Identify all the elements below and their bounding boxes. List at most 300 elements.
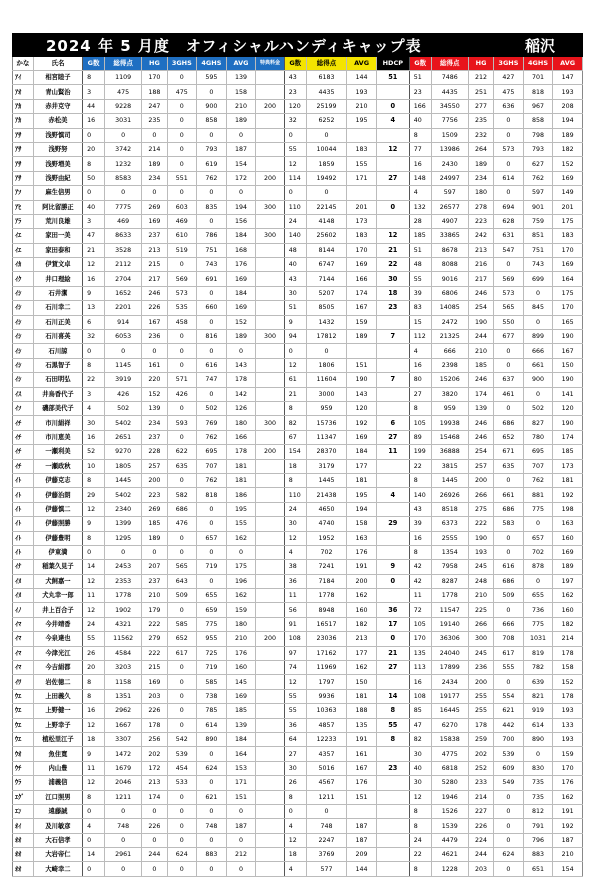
cell-recent-total: 5207: [306, 286, 347, 300]
cell-month-3ghs: 635: [167, 459, 197, 473]
cell-kana: ｲﾄ: [13, 531, 34, 545]
cell-recent-avg: 159: [347, 315, 377, 329]
cell-month-3ghs: 0: [167, 661, 197, 675]
cell-month-avg: 143: [226, 358, 256, 372]
cell-month-4ghs: 0: [197, 574, 227, 588]
cell-year-games: 105: [409, 416, 431, 430]
cell-year-total: 9016: [431, 272, 468, 286]
cell-bonus-fee: 200: [256, 99, 285, 113]
cell-name: 赤松美: [33, 114, 82, 128]
cell-name: 家田泰和: [33, 243, 82, 257]
cell-recent-avg: 143: [347, 387, 377, 401]
cell-month-avg: 187: [226, 819, 256, 833]
cell-year-total: 13986: [431, 142, 468, 156]
cell-month-4ghs: 707: [197, 459, 227, 473]
cell-month-games: 8: [83, 157, 105, 171]
cell-year-total: 7958: [431, 560, 468, 574]
cell-kana: ｲｿ: [13, 401, 34, 415]
cell-month-4ghs: 0: [197, 286, 227, 300]
cell-month-hg: 189: [142, 531, 167, 545]
cell-hdcp: [376, 459, 409, 473]
cell-month-3ghs: 571: [167, 373, 197, 387]
cell-year-avg: 170: [553, 301, 583, 315]
cell-kana: ｲﾁ: [13, 416, 34, 430]
cell-month-3ghs: 0: [167, 545, 197, 559]
cell-year-3ghs: 0: [494, 157, 524, 171]
cell-month-4ghs: 595: [197, 71, 227, 85]
cell-year-3ghs: 0: [494, 833, 524, 847]
cell-month-avg: 154: [226, 157, 256, 171]
cell-month-hg: 226: [142, 301, 167, 315]
table-row: [13, 603, 583, 617]
header-recent-total: 総得点: [306, 57, 347, 71]
cell-month-3ghs: 0: [167, 862, 197, 876]
cell-month-games: 9: [83, 517, 105, 531]
cell-recent-games: 4: [284, 545, 306, 559]
cell-recent-avg: 209: [347, 848, 377, 862]
cell-year-avg: 169: [553, 258, 583, 272]
cell-month-avg: 184: [226, 229, 256, 243]
cell-year-hg: 214: [468, 790, 493, 804]
cell-month-games: 8: [83, 531, 105, 545]
cell-month-3ghs: 0: [167, 689, 197, 703]
table-row: [13, 661, 583, 675]
cell-bonus-fee: [256, 646, 285, 660]
cell-recent-avg: 176: [347, 776, 377, 790]
cell-bonus-fee: [256, 718, 285, 732]
cell-month-avg: 184: [226, 286, 256, 300]
cell-month-3ghs: 569: [167, 272, 197, 286]
table-row: [13, 473, 583, 487]
cell-month-hg: 0: [142, 344, 167, 358]
cell-month-3ghs: 593: [167, 416, 197, 430]
cell-month-total: 1211: [105, 790, 142, 804]
cell-month-4ghs: 624: [197, 761, 227, 775]
cell-month-3ghs: 686: [167, 502, 197, 516]
cell-kana: ｲｼ: [13, 315, 34, 329]
cell-month-games: 29: [83, 488, 105, 502]
cell-month-avg: 126: [226, 401, 256, 415]
cell-name: 植松里江子: [33, 732, 82, 746]
cell-year-4ghs: 780: [523, 430, 553, 444]
cell-year-total: 4907: [431, 214, 468, 228]
cell-year-hg: 190: [468, 531, 493, 545]
header-year-avg: AVG: [553, 57, 583, 71]
cell-hdcp: 27: [376, 661, 409, 675]
cell-year-hg: 185: [468, 358, 493, 372]
cell-month-4ghs: 0: [197, 545, 227, 559]
cell-month-avg: 172: [226, 171, 256, 185]
cell-month-hg: 226: [142, 704, 167, 718]
cell-recent-total: 4357: [306, 747, 347, 761]
table-row: [13, 157, 583, 171]
cell-recent-avg: 144: [347, 71, 377, 85]
cell-month-hg: 215: [142, 258, 167, 272]
cell-month-hg: 237: [142, 574, 167, 588]
table-row: [13, 401, 583, 415]
cell-month-hg: 0: [142, 186, 167, 200]
cell-month-hg: 0: [142, 833, 167, 847]
cell-month-total: 1667: [105, 718, 142, 732]
cell-year-hg: 200: [468, 675, 493, 689]
cell-month-3ghs: 624: [167, 848, 197, 862]
cell-year-hg: 242: [468, 229, 493, 243]
cell-month-avg: 169: [226, 272, 256, 286]
cell-hdcp: [376, 387, 409, 401]
cell-month-3ghs: 0: [167, 157, 197, 171]
cell-year-4ghs: 666: [523, 344, 553, 358]
cell-year-total: 19177: [431, 689, 468, 703]
cell-year-3ghs: 694: [494, 200, 524, 214]
cell-month-avg: 168: [226, 243, 256, 257]
cell-hdcp: 12: [376, 229, 409, 243]
cell-month-4ghs: 762: [197, 430, 227, 444]
cell-year-avg: 162: [553, 589, 583, 603]
title-banner: [12, 33, 583, 57]
cell-month-4ghs: 748: [197, 819, 227, 833]
cell-name: 上野幸子: [33, 718, 82, 732]
cell-month-avg: 189: [226, 114, 256, 128]
cell-year-avg: 182: [553, 617, 583, 631]
cell-year-hg: 266: [468, 617, 493, 631]
cell-recent-avg: [347, 344, 377, 358]
cell-year-total: 6373: [431, 517, 468, 531]
cell-month-avg: 162: [226, 589, 256, 603]
cell-recent-avg: 195: [347, 114, 377, 128]
cell-name: 浅野由紀: [33, 171, 82, 185]
cell-name: 魚住寛: [33, 747, 82, 761]
cell-year-games: 82: [409, 732, 431, 746]
cell-year-avg: 152: [553, 675, 583, 689]
cell-month-avg: 158: [226, 85, 256, 99]
cell-name: 及川敏彦: [33, 819, 82, 833]
cell-name: 市川絹祥: [33, 416, 82, 430]
cell-name: 今泉達也: [33, 632, 82, 646]
cell-year-3ghs: 0: [494, 804, 524, 818]
cell-bonus-fee: [256, 790, 285, 804]
cell-hdcp: [376, 214, 409, 228]
cell-year-games: 43: [409, 502, 431, 516]
cell-name: 石川正美: [33, 315, 82, 329]
cell-month-avg: 155: [226, 517, 256, 531]
cell-month-total: 8583: [105, 171, 142, 185]
table-row: [13, 574, 583, 588]
cell-year-3ghs: 661: [494, 488, 524, 502]
cell-recent-games: 32: [284, 114, 306, 128]
cell-recent-games: 9: [284, 315, 306, 329]
cell-month-4ghs: 0: [197, 387, 227, 401]
cell-month-avg: 159: [226, 603, 256, 617]
cell-kana: ｲｽ: [13, 387, 34, 401]
cell-month-total: 2353: [105, 574, 142, 588]
cell-month-hg: 214: [142, 142, 167, 156]
cell-month-4ghs: 775: [197, 617, 227, 631]
cell-kana: ｲﾄ: [13, 517, 34, 531]
cell-hdcp: 22: [376, 258, 409, 272]
cell-year-games: 55: [409, 272, 431, 286]
cell-month-games: 30: [83, 416, 105, 430]
cell-month-games: 21: [83, 243, 105, 257]
cell-bonus-fee: [256, 430, 285, 444]
cell-year-total: 36306: [431, 632, 468, 646]
header-bonus-fee: 特典料金: [256, 57, 285, 71]
cell-month-hg: 237: [142, 430, 167, 444]
cell-name: 江口照男: [33, 790, 82, 804]
cell-month-3ghs: 469: [167, 214, 197, 228]
cell-year-hg: 217: [468, 272, 493, 286]
cell-year-4ghs: 0: [523, 517, 553, 531]
cell-month-4ghs: 769: [197, 416, 227, 430]
cell-month-total: 0: [105, 545, 142, 559]
cell-year-hg: 210: [468, 344, 493, 358]
cell-year-4ghs: 827: [523, 416, 553, 430]
cell-kana: ｵｵ: [13, 862, 34, 876]
cell-bonus-fee: [256, 776, 285, 790]
cell-year-games: 113: [409, 661, 431, 675]
cell-hdcp: [376, 401, 409, 415]
cell-year-hg: 257: [468, 459, 493, 473]
cell-hdcp: [376, 545, 409, 559]
cell-month-hg: 269: [142, 200, 167, 214]
cell-month-3ghs: 0: [167, 142, 197, 156]
cell-month-hg: 256: [142, 732, 167, 746]
cell-year-hg: 193: [468, 545, 493, 559]
cell-year-games: 16: [409, 358, 431, 372]
cell-year-avg: 183: [553, 229, 583, 243]
cell-month-4ghs: 502: [197, 401, 227, 415]
cell-month-4ghs: 614: [197, 718, 227, 732]
cell-bonus-fee: [256, 301, 285, 315]
cell-name: 磯部美代子: [33, 401, 82, 415]
header-year-total: 総得点: [431, 57, 468, 71]
cell-month-total: 1295: [105, 531, 142, 545]
cell-year-games: 16: [409, 675, 431, 689]
cell-year-total: 1539: [431, 819, 468, 833]
cell-year-games: 47: [409, 718, 431, 732]
cell-hdcp: [376, 85, 409, 99]
cell-year-total: 666: [431, 344, 468, 358]
cell-year-total: 26926: [431, 488, 468, 502]
cell-month-total: 1158: [105, 675, 142, 689]
cell-year-3ghs: 583: [494, 517, 524, 531]
cell-year-3ghs: 461: [494, 387, 524, 401]
cell-year-avg: 178: [553, 646, 583, 660]
cell-year-hg: 189: [468, 157, 493, 171]
cell-year-3ghs: 554: [494, 689, 524, 703]
cell-year-avg: 149: [553, 186, 583, 200]
cell-year-games: 15: [409, 315, 431, 329]
cell-month-games: 16: [83, 430, 105, 444]
table-row: [13, 804, 583, 818]
cell-month-4ghs: 0: [197, 344, 227, 358]
cell-month-games: 22: [83, 373, 105, 387]
table-row: [13, 517, 583, 531]
cell-month-total: 0: [105, 862, 142, 876]
cell-year-games: 8: [409, 804, 431, 818]
cell-name: 犬飼嘉一: [33, 574, 82, 588]
cell-year-hg: 225: [468, 603, 493, 617]
cell-month-games: 12: [83, 502, 105, 516]
cell-year-avg: 190: [553, 373, 583, 387]
cell-year-hg: 234: [468, 171, 493, 185]
cell-month-4ghs: 719: [197, 560, 227, 574]
cell-year-4ghs: 597: [523, 186, 553, 200]
cell-recent-games: 23: [284, 85, 306, 99]
cell-year-4ghs: 821: [523, 689, 553, 703]
cell-month-4ghs: 616: [197, 358, 227, 372]
cell-bonus-fee: [256, 502, 285, 516]
cell-month-4ghs: 890: [197, 732, 227, 746]
cell-year-games: 148: [409, 171, 431, 185]
cell-recent-avg: 181: [347, 473, 377, 487]
cell-month-hg: 222: [142, 646, 167, 660]
cell-year-games: 48: [409, 258, 431, 272]
cell-year-total: 1526: [431, 804, 468, 818]
cell-recent-total: 28370: [306, 445, 347, 459]
cell-hdcp: [376, 186, 409, 200]
cell-recent-total: 10363: [306, 704, 347, 718]
cell-month-3ghs: 610: [167, 229, 197, 243]
cell-year-4ghs: 751: [523, 243, 553, 257]
cell-month-4ghs: 657: [197, 531, 227, 545]
cell-year-3ghs: 565: [494, 301, 524, 315]
cell-bonus-fee: [256, 272, 285, 286]
cell-month-games: 14: [83, 560, 105, 574]
cell-month-avg: 169: [226, 301, 256, 315]
cell-year-total: 8678: [431, 243, 468, 257]
cell-year-total: 7756: [431, 114, 468, 128]
cell-month-avg: 160: [226, 661, 256, 675]
cell-recent-total: 1797: [306, 675, 347, 689]
cell-month-games: 4: [83, 819, 105, 833]
cell-month-hg: 222: [142, 617, 167, 631]
cell-year-hg: 278: [468, 200, 493, 214]
cell-month-4ghs: 751: [197, 243, 227, 257]
cell-month-4ghs: 691: [197, 272, 227, 286]
cell-recent-games: 64: [284, 732, 306, 746]
cell-month-4ghs: 785: [197, 704, 227, 718]
cell-month-3ghs: 0: [167, 71, 197, 85]
cell-recent-avg: 195: [347, 488, 377, 502]
cell-year-total: 19140: [431, 617, 468, 631]
cell-recent-total: 577: [306, 862, 347, 876]
cell-name: 井鳥香代子: [33, 387, 82, 401]
cell-kana: ｲｴ: [13, 243, 34, 257]
cell-year-4ghs: 851: [523, 229, 553, 243]
cell-year-4ghs: 762: [523, 171, 553, 185]
cell-recent-avg: 210: [347, 99, 377, 113]
cell-year-avg: 160: [553, 603, 583, 617]
cell-name: 内山豊: [33, 761, 82, 775]
cell-recent-games: 18: [284, 459, 306, 473]
table-row: [13, 142, 583, 156]
cell-month-4ghs: 835: [197, 200, 227, 214]
cell-recent-avg: 151: [347, 790, 377, 804]
cell-year-avg: 169: [553, 171, 583, 185]
cell-kana: ｵｲ: [13, 819, 34, 833]
cell-recent-games: 12: [284, 675, 306, 689]
cell-month-total: 2962: [105, 704, 142, 718]
table-row: [13, 689, 583, 703]
cell-recent-games: 0: [284, 804, 306, 818]
cell-month-avg: 185: [226, 704, 256, 718]
cell-bonus-fee: [256, 401, 285, 415]
table-row: [13, 502, 583, 516]
cell-bonus-fee: 300: [256, 200, 285, 214]
cell-hdcp: 27: [376, 430, 409, 444]
cell-year-total: 24997: [431, 171, 468, 185]
cell-year-3ghs: 509: [494, 589, 524, 603]
cell-year-3ghs: 550: [494, 315, 524, 329]
cell-recent-avg: 213: [347, 632, 377, 646]
cell-month-hg: 169: [142, 214, 167, 228]
cell-hdcp: [376, 675, 409, 689]
cell-year-games: 135: [409, 646, 431, 660]
cell-recent-avg: 187: [347, 833, 377, 847]
cell-bonus-fee: [256, 574, 285, 588]
cell-recent-avg: 190: [347, 373, 377, 387]
cell-month-avg: 166: [226, 430, 256, 444]
cell-year-avg: 198: [553, 502, 583, 516]
cell-bonus-fee: [256, 862, 285, 876]
cell-recent-games: 110: [284, 488, 306, 502]
cell-month-4ghs: 818: [197, 488, 227, 502]
cell-name: 伊賀文卓: [33, 258, 82, 272]
cell-month-4ghs: 858: [197, 114, 227, 128]
cell-year-avg: 178: [553, 689, 583, 703]
cell-month-4ghs: 0: [197, 804, 227, 818]
cell-year-hg: 139: [468, 401, 493, 415]
cell-month-hg: 213: [142, 243, 167, 257]
cell-hdcp: 4: [376, 488, 409, 502]
cell-hdcp: 11: [376, 445, 409, 459]
cell-month-total: 1805: [105, 459, 142, 473]
cell-month-games: 11: [83, 761, 105, 775]
table-row: [13, 718, 583, 732]
cell-kana: ｳﾗ: [13, 776, 34, 790]
cell-recent-avg: [347, 128, 377, 142]
cell-year-4ghs: 881: [523, 488, 553, 502]
cell-recent-total: 4740: [306, 517, 347, 531]
cell-year-total: 6806: [431, 286, 468, 300]
cell-recent-games: 21: [284, 387, 306, 401]
cell-year-hg: 254: [468, 301, 493, 315]
table-row: [13, 128, 583, 142]
cell-recent-games: 91: [284, 617, 306, 631]
cell-name: 大石信孝: [33, 833, 82, 847]
cell-year-total: 959: [431, 401, 468, 415]
cell-name: 石田明弘: [33, 373, 82, 387]
header-month-3ghs: 3GHS: [167, 57, 197, 71]
cell-year-3ghs: 609: [494, 761, 524, 775]
cell-year-3ghs: 624: [494, 848, 524, 862]
cell-month-4ghs: 621: [197, 790, 227, 804]
cell-month-avg: 142: [226, 387, 256, 401]
cell-year-total: 6270: [431, 718, 468, 732]
cell-name: 伊藤克志: [33, 473, 82, 487]
cell-month-total: 1232: [105, 157, 142, 171]
cell-month-avg: 0: [226, 833, 256, 847]
cell-year-3ghs: 0: [494, 819, 524, 833]
cell-name: 上田義久: [33, 689, 82, 703]
cell-year-total: 4775: [431, 747, 468, 761]
cell-year-3ghs: 614: [494, 171, 524, 185]
cell-recent-games: 61: [284, 373, 306, 387]
cell-month-avg: 139: [226, 71, 256, 85]
cell-month-games: 47: [83, 229, 105, 243]
cell-month-games: 12: [83, 574, 105, 588]
cell-recent-games: 8: [284, 790, 306, 804]
